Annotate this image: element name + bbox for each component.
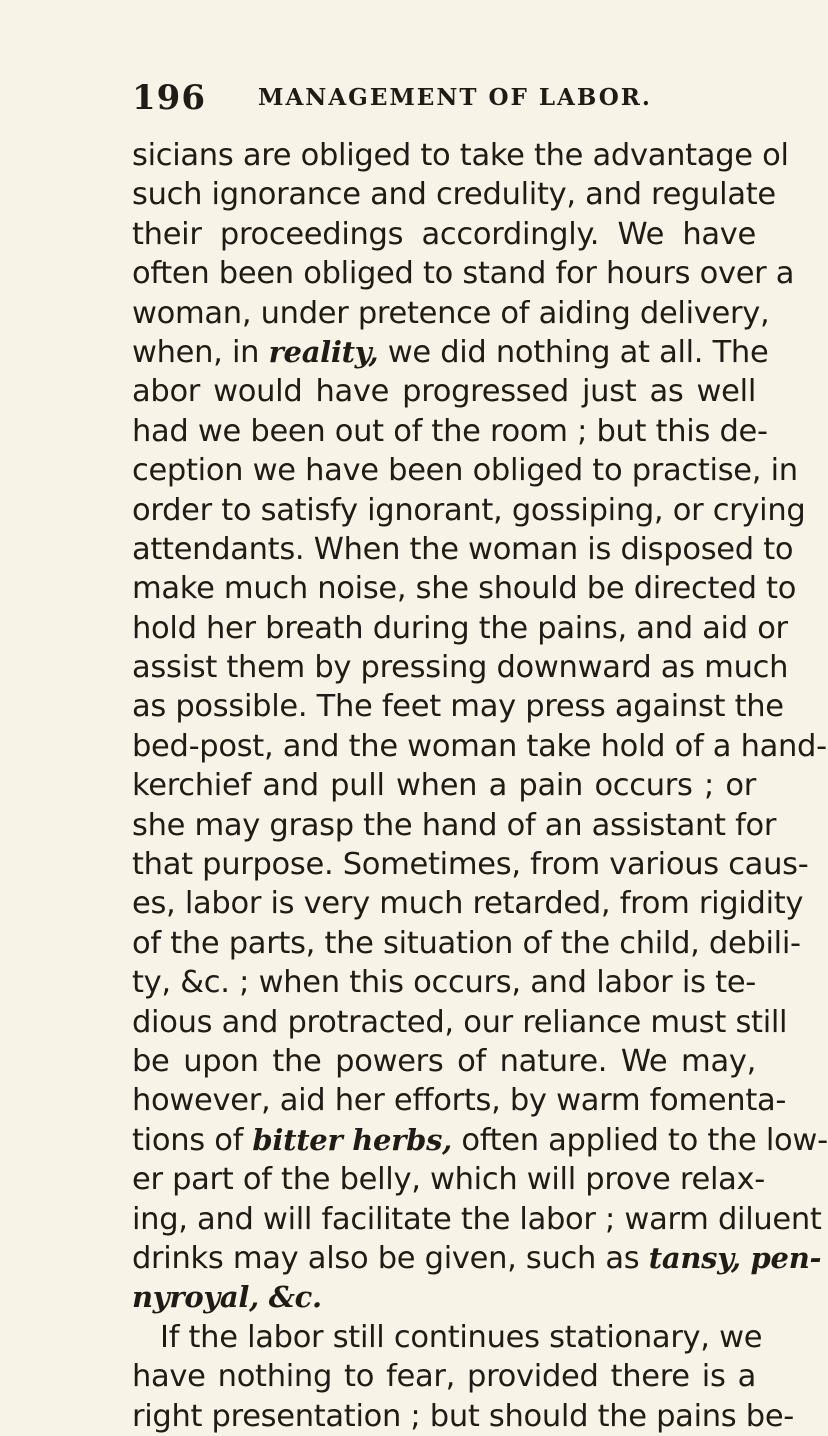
text-line: such ignorance and credulity, and regulate xyxy=(132,177,776,213)
text-line: however, aid her efforts, by warm fomenta- xyxy=(132,1083,787,1119)
body-text xyxy=(132,136,828,1436)
text-line: order to satisfy ignorant, gossiping, or crying xyxy=(132,492,806,528)
text-line: assist them by pressing downward as much xyxy=(132,650,789,686)
text-line xyxy=(132,1239,822,1278)
text-line: abor would have progressed just as well xyxy=(132,374,756,410)
text-line: woman, under pretence of aiding delivery, xyxy=(132,295,770,331)
text-line: have nothing to fear, provided there is a xyxy=(132,1359,756,1395)
text-line: of the parts, the situation of the child, debili- xyxy=(132,925,801,961)
text-line: kerchief and pull when a pain occurs ; or xyxy=(132,768,756,804)
text-line: often been obliged to stand for hours over a xyxy=(132,256,795,292)
text-line: that purpose. Sometimes, from various caus- xyxy=(132,847,809,883)
page-header xyxy=(132,78,740,118)
text-line: had we been out of the room ; but this de- xyxy=(132,413,768,449)
italic-text: bitter herbs, xyxy=(252,1122,452,1157)
running-head: MANAGEMENT OF LABOR. xyxy=(258,84,652,111)
text-line xyxy=(132,333,769,372)
text-line: attendants. When the woman is disposed to xyxy=(132,531,794,567)
text-line: make much noise, she should be directed to xyxy=(132,571,797,607)
text-line: er part of the belly, which will prove relax- xyxy=(132,1162,765,1198)
text-line xyxy=(132,1121,828,1160)
text-line: their proceedings accordingly. We have xyxy=(132,216,756,252)
text-line: be upon the powers of nature. We may, xyxy=(132,1043,756,1079)
text-segment: drinks may also be given, such as xyxy=(132,1240,649,1276)
italic-text: reality, xyxy=(268,334,379,369)
text-segment: often applied to the low- xyxy=(451,1122,828,1158)
text-segment: we did nothing at all. The xyxy=(378,334,769,370)
text-line: sicians are obliged to take the advantage ol xyxy=(132,138,789,173)
page-number: 196 xyxy=(132,78,206,118)
text-line: ty, &c. ; when this occurs, and labor is te- xyxy=(132,965,756,1001)
text-line: ception we have been obliged to practise, in xyxy=(132,453,798,489)
text-line: as possible. The feet may press against the xyxy=(132,689,784,725)
text-line: ing, and will facilitate the labor ; warm diluent xyxy=(132,1201,822,1237)
text-line xyxy=(132,1278,756,1317)
text-line: es, labor is very much retarded, from rigidity xyxy=(132,886,804,922)
text-segment: tions of xyxy=(132,1122,253,1158)
text-line: bed-post, and the woman take hold of a hand- xyxy=(132,728,827,764)
text-line: right presentation ; but should the pains be- xyxy=(132,1398,794,1434)
text-line: hold her breath during the pains, and aid or xyxy=(132,610,788,646)
italic-text: nyroyal, &c. xyxy=(132,1280,322,1315)
italic-text: tansy, pen- xyxy=(648,1240,822,1275)
text-segment: when, in xyxy=(132,334,269,370)
paragraph-start-line: If the labor still continues stationary, we xyxy=(160,1319,763,1355)
text-line: she may grasp the hand of an assistant for xyxy=(132,807,777,843)
text-line: dious and protracted, our reliance must still xyxy=(132,1004,788,1040)
